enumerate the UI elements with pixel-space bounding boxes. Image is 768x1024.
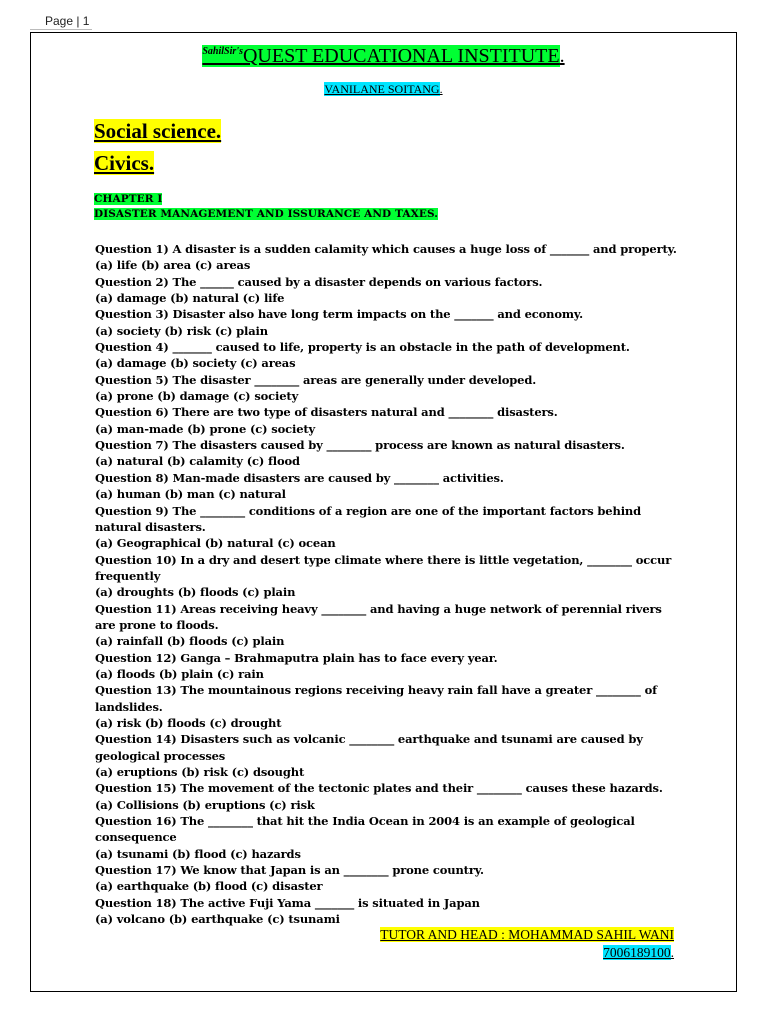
page-number-label: Page | 1 [45,14,90,28]
options-line: (a) volcano (b) earthquake (c) tsunami [95,912,340,927]
options-line: (a) society (b) risk (c) plain [95,323,268,338]
question-line: Question 13) The mountainous regions receiving heavy rain fall have a greater ________ of landslides. [95,683,657,714]
question-line: Question 7) The disasters caused by ________ process are known as natural disasters. [95,438,625,453]
subject-line-2: Civics. [94,151,155,175]
question-line: Question 18) The active Fuji Yama _______ is situated in Japan [95,895,480,910]
options-line: (a) man-made (b) prone (c) society [95,421,316,436]
contact-number [603,945,674,961]
options-line: (a) human (b) man (c) natural [95,487,286,502]
options-line: (a) damage (b) society (c) areas [95,356,296,371]
question-line: Question 10) In a dry and desert type climate where there is little vegetation, ________ occur frequently [95,552,672,583]
tutor-credit [380,927,674,943]
options-line: (a) damage (b) natural (c) life [95,291,285,306]
question-line: Question 16) The ________ that hit the India Ocean in 2004 is an example of geological consequence [95,814,635,845]
chapter-title-line [94,208,438,220]
subject-subtitle [94,151,154,176]
options-line: (a) prone (b) damage (c) society [95,389,299,404]
options-line: (a) natural (b) calamity (c) flood [95,454,300,469]
question-line: Question 17) We know that Japan is an ________ prone country. [95,863,484,878]
options-line: (a) rainfall (b) floods (c) plain [95,634,285,649]
subject-line-1: Social science. [94,119,222,143]
chapter-number: CHAPTER I [94,193,163,205]
question-line: Question 8) Man-made disasters are caused by ________ activities. [95,470,504,485]
phone-dot: . [670,945,674,960]
subject-title [94,119,221,144]
phone-number: 7006189100 [603,945,671,960]
question-line: Question 4) _______ caused to life, property is an obstacle in the path of development. [95,340,630,355]
institute-dot: . [559,45,565,67]
question-line: Question 5) The disaster ________ areas are generally under developed. [95,372,537,387]
options-line: (a) Geographical (b) natural (c) ocean [95,536,336,551]
question-line: Question 9) The ________ conditions of a region are one of the important factors behind natural disasters. [95,503,642,534]
page-frame [30,32,737,992]
options-line: (a) eruptions (b) risk (c) dsought [95,765,305,779]
institute-header [31,45,736,68]
options-line: (a) risk (b) floods (c) drought [95,715,282,730]
chapter-title: DISASTER MANAGEMENT AND ISSURANCE AND TAXES. [94,208,439,220]
question-line: Question 2) The ______ caused by a disaster depends on various factors. [95,274,543,289]
question-line: Question 11) Areas receiving heavy ________ and having a huge network of perennial rivers are prone to floods. [95,601,662,632]
question-line: Question 15) The movement of the tectonic plates and their ________ causes these hazards. [95,781,663,796]
institute-name-highlight [202,45,559,67]
options-line: (a) earthquake (b) flood (c) disaster [95,879,323,894]
options-line: (a) floods (b) plain (c) rain [95,666,264,681]
options-line: (a) droughts (b) floods (c) plain [95,585,296,600]
question-line: Question 6) There are two type of disasters natural and ________ disasters. [95,405,558,420]
chapter-number-line [94,193,162,205]
location-header [31,82,736,97]
location-name: VANILANE SOITANG [324,82,440,96]
tutor-name: TUTOR AND HEAD : MOHAMMAD SAHIL WANI [380,927,674,942]
question-line: Question 12) Ganga – Brahmaputra plain has to face every year. [95,650,498,665]
institute-name: QUEST EDUCATIONAL INSTITUTE [242,45,560,67]
institute-prefix: SahilSir's [202,46,243,57]
question-line: Question 3) Disaster also have long term impacts on the _______ and economy. [95,307,583,322]
question-list [95,241,685,927]
page-label-divider [30,29,92,30]
location-dot: . [439,82,443,96]
question-line: Question 1) A disaster is a sudden calamity which causes a huge loss of _______ and property. [95,242,677,256]
options-line: (a) tsunami (b) flood (c) hazards [95,846,301,861]
options-line: (a) life (b) area (c) areas [95,258,251,273]
options-line: (a) Collisions (b) eruptions (c) risk [95,797,315,812]
question-line: Question 14) Disasters such as volcanic ________ earthquake and tsunami are caused by geological processes [95,732,643,763]
